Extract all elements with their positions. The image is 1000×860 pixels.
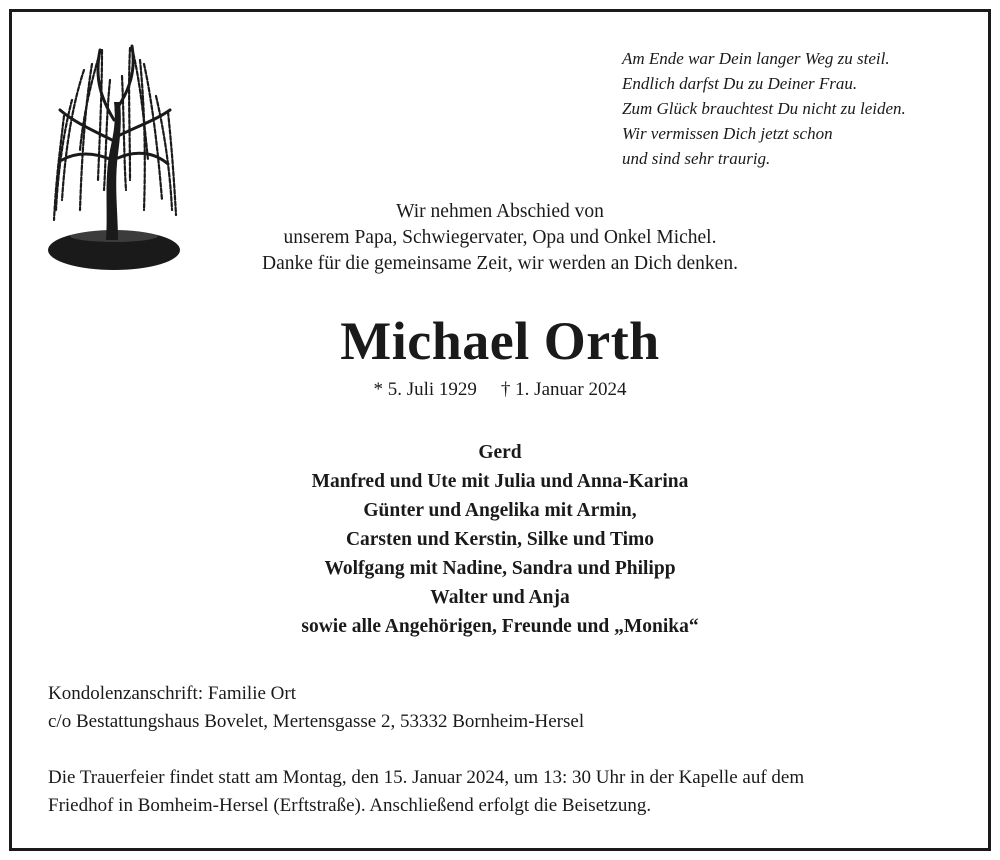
ceremony-line: Friedhof in Bomheim-Hersel (Erftstraße). Anschließend erfolgt die Beisetzung. bbox=[48, 795, 652, 816]
poem-line: Am Ende war Dein langer Weg zu steil. bbox=[622, 49, 890, 68]
address-line: Kondolenzanschrift: Familie Ort bbox=[48, 683, 296, 704]
ceremony-line: Die Trauerfeier findet statt am Montag, den 15. Januar 2024, um 13: 30 Uhr in der Kapelle auf dem bbox=[48, 767, 805, 788]
intro-line: Wir nehmen Abschied von bbox=[396, 201, 604, 222]
intro-line: unserem Papa, Schwiegervater, Opa und Onkel Michel. bbox=[283, 227, 717, 248]
mourner-line: sowie alle Angehörigen, Freunde und „Monika“ bbox=[301, 616, 699, 637]
mourner-line: Carsten und Kerstin, Silke und Timo bbox=[345, 529, 655, 550]
mourners-list bbox=[0, 438, 1000, 641]
mourner-line: Günter und Angelika mit Armin, bbox=[363, 500, 637, 521]
mourner-line: Walter und Anja bbox=[430, 587, 570, 608]
poem-line: Endlich darfst Du zu Deiner Frau. bbox=[622, 74, 858, 93]
farewell-intro bbox=[0, 199, 1000, 277]
deceased-name: Michael Orth bbox=[340, 311, 660, 371]
life-dates bbox=[0, 377, 1000, 403]
condolence-address bbox=[48, 680, 584, 736]
funeral-info bbox=[48, 764, 804, 820]
mourner-line: Gerd bbox=[478, 442, 522, 463]
birth-date: * 5. Juli 1929 bbox=[373, 379, 477, 400]
poem bbox=[622, 46, 906, 171]
death-date: † 1. Januar 2024 bbox=[500, 379, 627, 400]
poem-line: Wir vermissen Dich jetzt schon bbox=[622, 124, 833, 143]
intro-line: Danke für die gemeinsame Zeit, wir werden an Dich denken. bbox=[262, 253, 738, 274]
poem-line: Zum Glück brauchtest Du nicht zu leiden. bbox=[622, 99, 906, 118]
address-line: c/o Bestattungshaus Bovelet, Mertensgasse 2, 53332 Bornheim-Hersel bbox=[48, 711, 585, 732]
poem-line: und sind sehr traurig. bbox=[622, 149, 771, 168]
mourner-line: Manfred und Ute mit Julia und Anna-Karina bbox=[311, 471, 689, 492]
mourner-line: Wolfgang mit Nadine, Sandra und Philipp bbox=[324, 558, 676, 579]
